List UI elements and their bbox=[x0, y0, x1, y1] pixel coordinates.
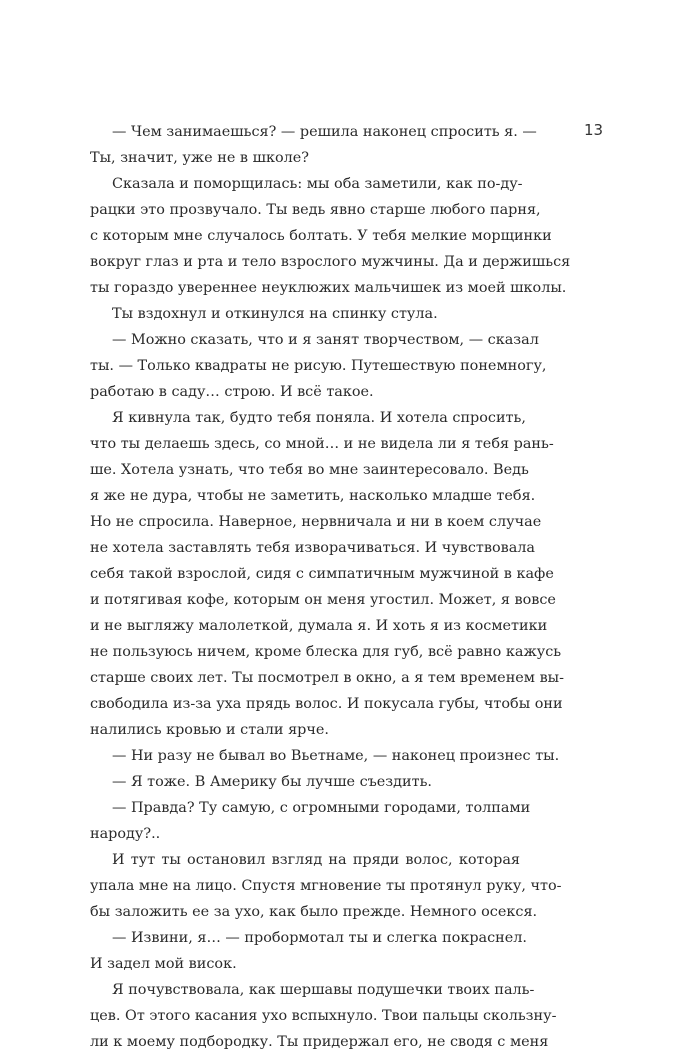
text-line: — Можно сказать, что и я занят творчеством, — сказал bbox=[112, 332, 539, 348]
text-line: налились кровью и стали ярче. bbox=[90, 722, 329, 738]
text-line: рацки это прозвучало. Ты ведь явно старше любого парня, bbox=[90, 202, 541, 218]
text-line: — Ни разу не бывал во Вьетнаме, — наконец произнес ты. bbox=[112, 748, 560, 764]
paragraph bbox=[90, 405, 564, 743]
paragraph bbox=[90, 847, 562, 925]
paragraph bbox=[90, 743, 560, 769]
body-text bbox=[90, 119, 571, 1055]
paragraph bbox=[90, 171, 571, 301]
text-line: Сказала и поморщилась: мы оба заметили, как по-ду- bbox=[112, 176, 523, 192]
text-line: не пользуюсь ничем, кроме блеска для губ, всё равно кажусь bbox=[90, 644, 562, 660]
page-number: 13 bbox=[584, 121, 604, 139]
text-line: Ты, значит, уже не в школе? bbox=[90, 150, 310, 166]
text-line: — Чем занимаешься? — решила наконец спросить я. — bbox=[112, 124, 537, 140]
paragraph bbox=[90, 925, 528, 977]
text-line: Ты вздохнул и откинулся на спинку стула. bbox=[112, 306, 438, 322]
text-line: — Извини, я… — пробормотал ты и слегка покраснел. bbox=[112, 930, 528, 946]
text-line: И задел мой висок. bbox=[90, 956, 237, 972]
paragraph bbox=[90, 769, 520, 795]
text-line: и потягивая кофе, которым он меня угостил. Может, я вовсе bbox=[90, 592, 556, 608]
text-line: — Я тоже. В Америку бы лучше съездить. bbox=[112, 774, 432, 790]
text-line: ли к моему подбородку. Ты придержал его, не сводя с меня bbox=[90, 1034, 549, 1050]
text-line: бы заложить ее за ухо, как было прежде. Немного осекся. bbox=[90, 904, 538, 920]
text-line: и не выгляжу малолеткой, думала я. И хоть я из косметики bbox=[90, 618, 548, 634]
paragraph bbox=[90, 977, 557, 1055]
text-line: себя такой взрослой, сидя с симпатичным мужчиной в кафе bbox=[90, 566, 554, 582]
text-line: с которым мне случалось болтать. У тебя мелкие морщинки bbox=[90, 228, 552, 244]
text-line: Но не спросила. Наверное, нервничала и ни в коем случае bbox=[90, 514, 542, 530]
text-line: старше своих лет. Ты посмотрел в окно, а я тем временем вы- bbox=[90, 670, 564, 686]
text-line: что ты делаешь здесь, со мной… и не видела ли я тебя рань- bbox=[90, 436, 554, 452]
text-line: не хотела заставлять тебя изворачиваться. И чувствовала bbox=[90, 540, 536, 556]
text-line: И тут ты остановил взгляд на пряди волос, которая bbox=[112, 852, 520, 868]
paragraph bbox=[90, 327, 547, 405]
paragraph bbox=[90, 301, 520, 327]
text-line: вокруг глаз и рта и тело взрослого мужчины. Да и держишься bbox=[90, 254, 571, 270]
text-line: цев. От этого касания ухо вспыхнуло. Твои пальцы скользну- bbox=[90, 1008, 557, 1024]
text-line: — Правда? Ту самую, с огромными городами, толпами bbox=[112, 800, 531, 816]
paragraph bbox=[90, 119, 537, 171]
text-line: я же не дура, чтобы не заметить, насколько младше тебя. bbox=[90, 488, 536, 504]
text-line: ше. Хотела узнать, что тебя во мне заинтересовало. Ведь bbox=[90, 462, 529, 478]
text-line: Я кивнула так, будто тебя поняла. И хотела спросить, bbox=[112, 410, 526, 426]
text-line: Я почувствовала, как шершавы подушечки твоих паль- bbox=[112, 982, 535, 998]
text-line: свободила из-за уха прядь волос. И покусала губы, чтобы они bbox=[90, 696, 563, 712]
text-line: упала мне на лицо. Спустя мгновение ты протянул руку, что- bbox=[90, 878, 562, 894]
text-line: работаю в саду… строю. И всё такое. bbox=[90, 384, 374, 400]
text-line: ты. — Только квадраты не рисую. Путешествую понемногу, bbox=[90, 358, 547, 374]
text-line: ты гораздо увереннее неуклюжих мальчишек из моей школы. bbox=[90, 280, 567, 296]
paragraph bbox=[90, 795, 531, 847]
text-line: народу?.. bbox=[90, 826, 161, 842]
